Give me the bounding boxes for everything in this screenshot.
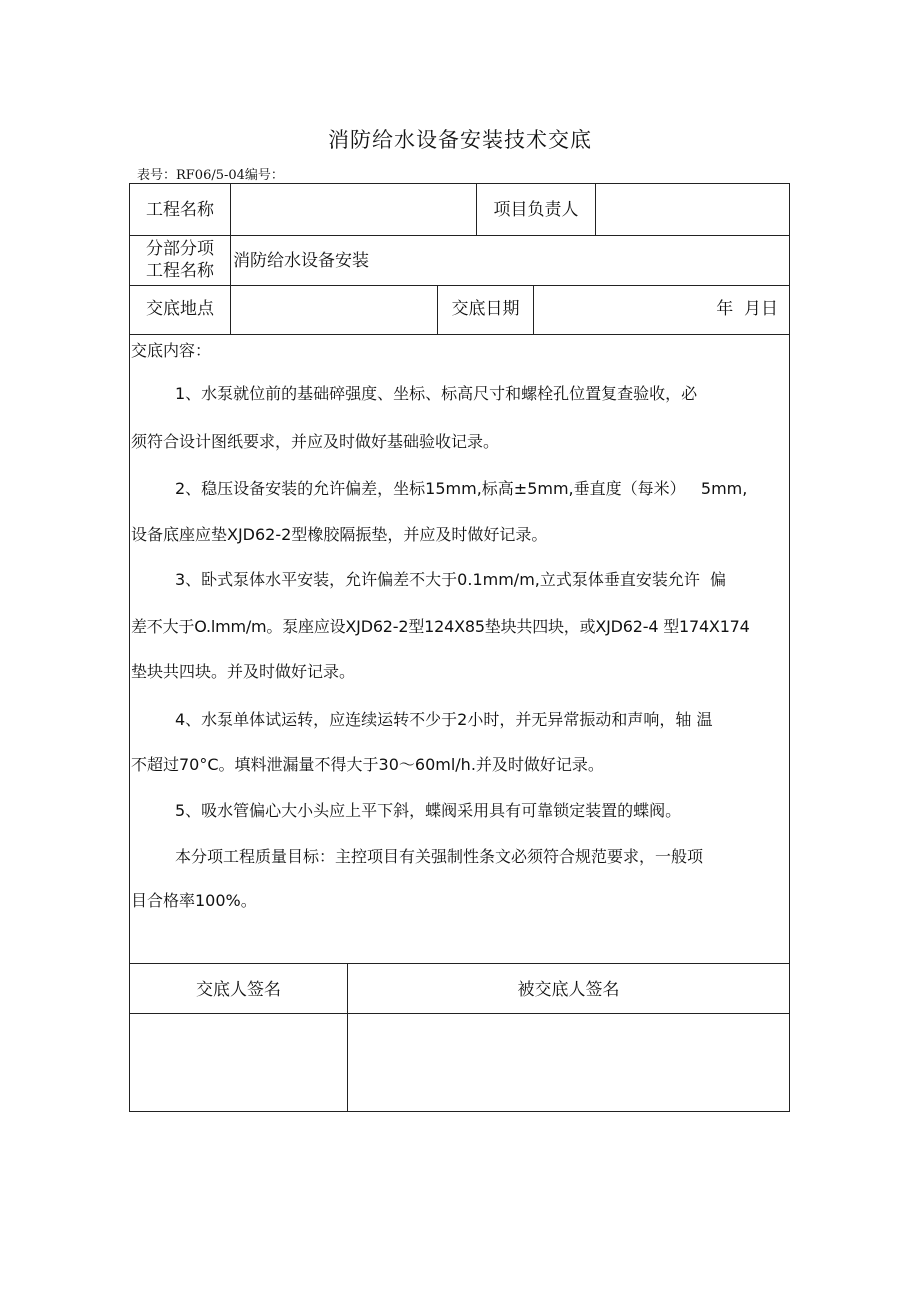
discloser-signature-field[interactable] <box>131 1015 346 1111</box>
row-divider <box>129 963 790 964</box>
date-label: 交底日期 <box>451 299 520 319</box>
item-5-line-1: 5、吸水管偏心大小头应上平下斜，蝶阀采用具有可靠锁定装置的蝶阀。 <box>175 801 682 820</box>
date-field[interactable]: 年 月日 <box>716 299 778 319</box>
item-1-line-2: 须符合设计图纸要求，并应及时做好基础验收记录。 <box>131 432 500 451</box>
item-2-line-2: 设备底座应垫XJD62-2型橡胶隔振垫，并应及时做好记录。 <box>131 525 548 544</box>
item-2-line-1: 2、稳压设备安装的允许偏差，坐标15mm,标高±5mm,垂直度（每米） 5mm, <box>175 479 748 498</box>
sub-project-label <box>130 238 230 282</box>
project-name-label: 工程名称 <box>146 200 214 220</box>
column-divider <box>533 285 534 335</box>
column-divider <box>595 183 596 235</box>
document-title: 消防给水设备安装技术交底 <box>328 128 592 152</box>
item-3-line-3: 垫块共四块。并及时做好记录。 <box>131 662 356 681</box>
row-divider <box>129 1013 790 1014</box>
quality-goal-line-1: 本分项工程质量目标：主控项目有关强制性条文必须符合规范要求，一般项 <box>175 847 704 866</box>
receiver-signature-label: 被交底人签名 <box>517 980 620 1000</box>
quality-goal-line-2: 目合格率100%。 <box>131 891 257 910</box>
item-4-line-1: 4、水泵单体试运转，应连续运转不少于2小时，并无异常振动和声响，轴 温 <box>175 710 713 729</box>
item-3-line-1: 3、卧式泵体水平安装，允许偏差不大于0.1mm/m,立式泵体垂直安装允许 偏 <box>175 570 727 589</box>
location-label: 交底地点 <box>146 299 214 319</box>
column-divider <box>230 183 231 335</box>
sub-project-field[interactable]: 消防给水设备安装 <box>233 251 369 271</box>
project-manager-label: 项目负责人 <box>493 200 579 220</box>
disclosure-form-table <box>129 183 790 1112</box>
sub-project-label-line1: 分部分项 <box>146 239 214 259</box>
receiver-signature-field[interactable] <box>349 1015 788 1111</box>
sub-project-label-line2: 工程名称 <box>146 261 214 281</box>
row-divider <box>129 235 790 236</box>
row-divider <box>129 285 790 286</box>
item-1-line-1: 1、水泵就位前的基础碎强度、坐标、标高尺寸和螺栓孔位置复查验收，必 <box>175 384 698 403</box>
item-3-line-2: 差不大于O.lmm/m。泵座应设XJD62-2型124X85垫块共四块，或XJD62-4 型174X174 <box>131 617 750 636</box>
discloser-signature-label: 交底人签名 <box>196 980 281 1000</box>
item-4-line-2: 不超过70°C。填料泄漏量不得大于30～60ml/h.并及时做好记录。 <box>131 755 604 774</box>
row-divider <box>129 334 790 335</box>
content-heading: 交底内容： <box>131 341 212 360</box>
form-number: 表号：RF06/5-04编号： <box>137 168 284 183</box>
